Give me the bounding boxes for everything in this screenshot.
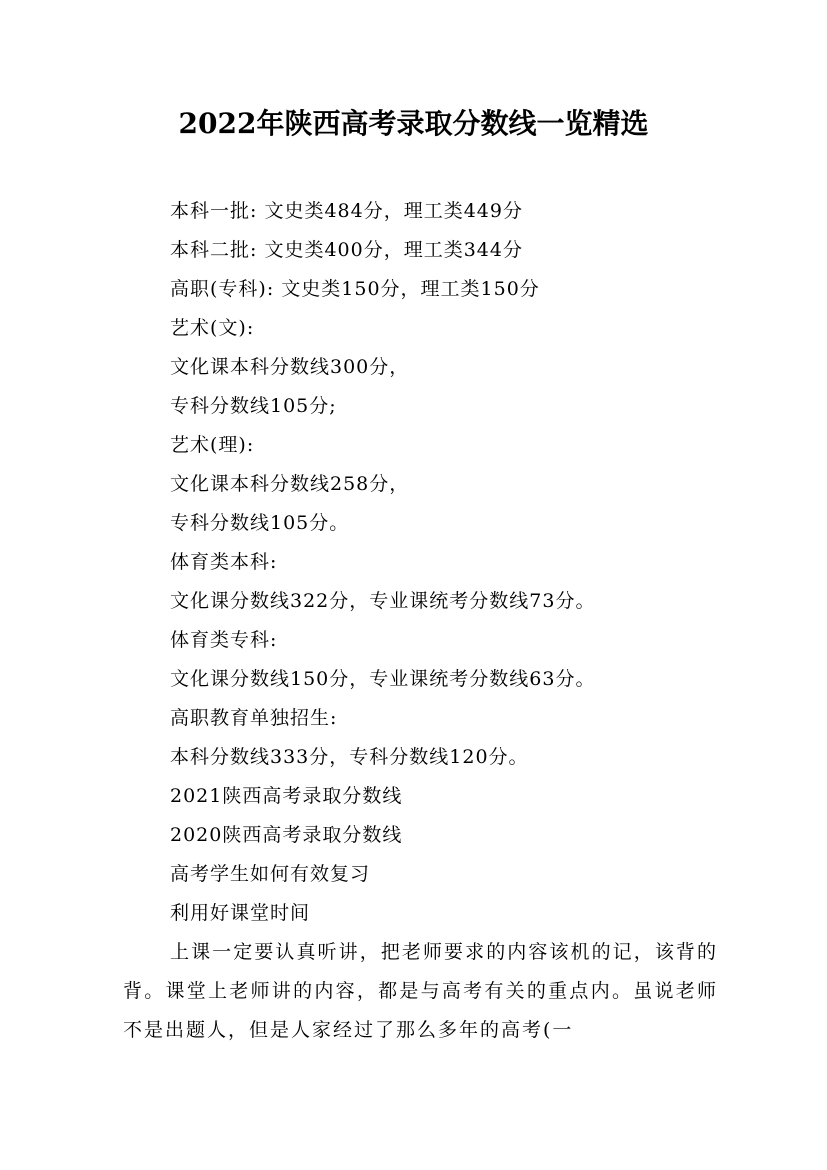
- text-line-art-liberal-heading: 艺术(文):: [170, 317, 255, 339]
- text-line-sports-undergrad-scores: 文化课分数线322分，专业课统考分数线73分。: [170, 590, 596, 612]
- body-paragraph: 上课一定要认真听讲，把老师要求的内容该机的记，该背的背。课堂上老师讲的内容，都是与高考有关的重点内。虽说老师不是出题人，但是人家经过了那么多年的高考(一: [123, 941, 718, 1041]
- text-line-review-heading: 高考学生如何有效复习: [170, 863, 371, 885]
- text-line-art-science-heading: 艺术(理):: [170, 434, 255, 456]
- text-line-art-science-undergrad: 文化课本科分数线258分，: [170, 473, 410, 495]
- text-line-art-liberal-undergrad: 文化课本科分数线300分，: [170, 356, 410, 378]
- text-line-undergrad-batch-1: 本科一批: 文史类484分，理工类449分: [170, 200, 523, 222]
- text-line-vocational-independent-scores: 本科分数线333分，专科分数线120分。: [170, 746, 529, 768]
- text-line-art-liberal-junior: 专科分数线105分;: [170, 395, 337, 417]
- text-line-vocational-independent-heading: 高职教育单独招生:: [170, 707, 338, 729]
- text-line-2021-reference: 2021陕西高考录取分数线: [170, 785, 403, 807]
- text-line-2020-reference: 2020陕西高考录取分数线: [170, 824, 403, 846]
- text-line-sports-undergrad-heading: 体育类本科:: [170, 551, 278, 573]
- document-title: 2022年陕西高考录取分数线一览精选: [178, 107, 649, 140]
- text-line-classroom-heading: 利用好课堂时间: [170, 902, 311, 924]
- text-line-vocational: 高职(专科): 文史类150分，理工类150分: [170, 278, 540, 300]
- text-line-sports-junior-scores: 文化课分数线150分，专业课统考分数线63分。: [170, 668, 596, 690]
- text-line-art-science-junior: 专科分数线105分。: [170, 512, 350, 534]
- text-line-sports-junior-heading: 体育类专科:: [170, 629, 278, 651]
- document-body: [170, 192, 730, 933]
- text-line-undergrad-batch-2: 本科二批: 文史类400分，理工类344分: [170, 239, 523, 261]
